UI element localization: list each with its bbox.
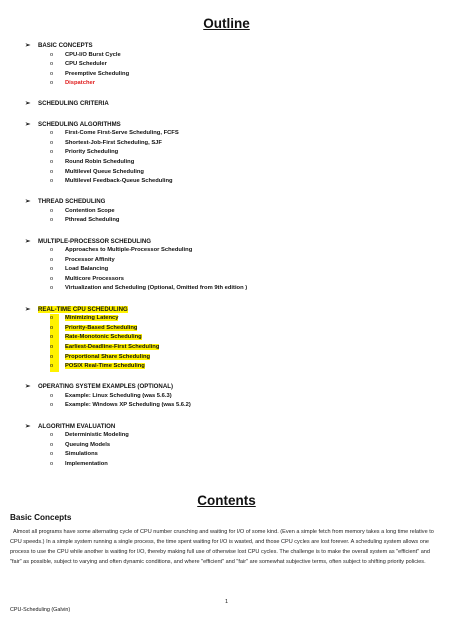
list-item <box>25 353 445 363</box>
arrow-bullet-icon: ➢ <box>25 100 31 108</box>
section-spacer <box>25 89 445 100</box>
circle-bullet-icon: o <box>50 51 54 58</box>
basic-concepts-paragraph: Almost all programs have some alternating cycle of CPU number crunching and waiting for I/O of some kind. (Even a simple fetch from memory takes a long time relative to CPU speeds.) In a simple system running a single process, the time spent waiting for I/O is wasted, and those CPU cycles are lost forever. A scheduling system allows one process to use the CPU while another is waiting for I/O, thereby making full use of otherwise lost CPU cycles. The challenge is to make the overall system as "efficient" and "fair" as possible, subject to varying and often dynamic conditions, and where "efficient" and "fair" are somewhat subjective terms, often subject to shifting priority policies. <box>10 529 434 565</box>
list-item <box>25 207 445 217</box>
section-items <box>25 51 445 89</box>
outline-title: Outline <box>203 16 250 31</box>
section-items <box>25 129 445 187</box>
list-item-text: Shortest-Job-First Scheduling, SJF <box>65 139 162 146</box>
list-item <box>25 401 445 411</box>
section-spacer <box>25 226 445 237</box>
list-item <box>25 392 445 402</box>
circle-bullet-icon: o <box>50 441 54 448</box>
list-item <box>25 148 445 158</box>
section-spacer <box>25 372 445 383</box>
list-item-text: Example: Windows XP Scheduling (was 5.6.2) <box>65 402 191 409</box>
section-items <box>25 246 445 294</box>
list-item-text: First-Come First-Serve Scheduling, FCFS <box>65 130 179 137</box>
list-item <box>25 60 445 70</box>
list-item-text: Priority-Based Scheduling <box>65 324 138 331</box>
section-items <box>25 431 445 469</box>
section-items <box>25 392 445 411</box>
page-number: 1 <box>224 599 229 605</box>
circle-bullet-icon: o <box>50 392 54 399</box>
circle-bullet-icon: o <box>50 460 54 467</box>
list-item-text: Contention Scope <box>65 207 115 214</box>
list-item-text: Preemptive Scheduling <box>65 70 130 77</box>
list-item <box>25 79 445 89</box>
section-heading <box>25 237 445 247</box>
list-item-text: Processor Affinity <box>65 256 115 263</box>
list-item <box>25 158 445 168</box>
list-item-text: Approaches to Multiple-Processor Scheduling <box>65 247 193 254</box>
outline-section <box>25 382 445 421</box>
list-item <box>25 441 445 451</box>
circle-bullet-icon: o <box>50 333 59 343</box>
list-item-text: Deterministic Modeling <box>65 432 129 439</box>
section-heading-text: SCHEDULING ALGORITHMS <box>38 120 121 128</box>
section-heading-text: MULTIPLE-PROCESSOR SCHEDULING <box>38 237 151 245</box>
list-item <box>25 168 445 178</box>
list-item <box>25 246 445 256</box>
circle-bullet-icon: o <box>50 139 54 146</box>
circle-bullet-icon: o <box>50 353 59 363</box>
list-item-text: Priority Scheduling <box>65 149 119 156</box>
list-item-text: Earliest-Deadline-First Scheduling <box>65 343 160 350</box>
list-item <box>25 139 445 149</box>
list-item <box>25 314 445 324</box>
section-heading-text: THREAD SCHEDULING <box>38 198 106 206</box>
contents-title: Contents <box>197 493 256 508</box>
outline-section <box>25 305 445 383</box>
list-item <box>25 460 445 470</box>
section-heading <box>25 41 445 51</box>
arrow-bullet-icon: ➢ <box>25 305 31 313</box>
list-item-text: Rate-Monotonic Scheduling <box>65 334 142 341</box>
list-item <box>25 275 445 285</box>
list-item <box>25 216 445 226</box>
list-item <box>25 265 445 275</box>
list-item-text: Minimizing Latency <box>65 315 119 322</box>
section-heading-text: SCHEDULING CRITERIA <box>38 100 109 108</box>
list-item <box>25 362 445 372</box>
circle-bullet-icon: o <box>50 314 59 324</box>
outline-list <box>25 41 445 469</box>
list-item-text: CPU Scheduler <box>65 61 107 68</box>
list-item-text: Multilevel Feedback-Queue Scheduling <box>65 178 173 185</box>
section-heading <box>25 382 445 392</box>
list-item-text: Simulations <box>65 451 98 458</box>
list-item <box>25 431 445 441</box>
section-heading-text: ALGORITHM EVALUATION <box>38 422 116 430</box>
circle-bullet-icon: o <box>50 432 54 439</box>
outline-section <box>25 237 445 305</box>
list-item-text: Round Robin Scheduling <box>65 158 135 165</box>
circle-bullet-icon: o <box>50 168 54 175</box>
circle-bullet-icon: o <box>50 285 54 292</box>
section-heading <box>25 197 445 207</box>
list-item <box>25 324 445 334</box>
circle-bullet-icon: o <box>50 343 59 353</box>
arrow-bullet-icon: ➢ <box>25 422 31 430</box>
circle-bullet-icon: o <box>50 149 54 156</box>
list-item <box>25 343 445 353</box>
section-spacer <box>25 411 445 422</box>
circle-bullet-icon: o <box>50 256 54 263</box>
list-item-text: Pthread Scheduling <box>65 217 120 224</box>
section-items <box>25 314 445 372</box>
circle-bullet-icon: o <box>50 178 54 185</box>
circle-bullet-icon: o <box>50 207 54 214</box>
section-heading-text: BASIC CONCEPTS <box>38 42 93 49</box>
basic-concepts-heading: Basic Concepts <box>10 513 72 522</box>
circle-bullet-icon: o <box>50 275 54 282</box>
list-item <box>25 256 445 266</box>
circle-bullet-icon: o <box>50 61 54 68</box>
list-item <box>25 333 445 343</box>
section-heading <box>25 305 445 315</box>
list-item-text: CPU-I/O Burst Cycle <box>65 51 121 58</box>
list-item-text: Virtualization and Scheduling (Optional, Omitted from 9th edition ) <box>65 285 248 292</box>
circle-bullet-icon: o <box>50 402 54 409</box>
circle-bullet-icon: o <box>50 130 54 137</box>
outline-section <box>25 197 445 236</box>
list-item-text: Proportional Share Scheduling <box>65 353 151 360</box>
list-item <box>25 284 445 294</box>
section-spacer <box>25 294 445 305</box>
section-heading-text: OPERATING SYSTEM EXAMPLES (OPTIONAL) <box>38 383 173 391</box>
list-item <box>25 450 445 460</box>
outline-section <box>25 41 445 99</box>
list-item-text: Implementation <box>65 460 108 467</box>
arrow-bullet-icon: ➢ <box>25 198 31 206</box>
arrow-bullet-icon: ➢ <box>25 42 31 49</box>
outline-section <box>25 99 445 119</box>
list-item-text: POSIX Real-Time Scheduling <box>65 363 145 370</box>
arrow-bullet-icon: ➢ <box>25 120 31 128</box>
list-item <box>25 129 445 139</box>
circle-bullet-icon: o <box>50 451 54 458</box>
list-item-text: Load Balancing <box>65 266 109 273</box>
circle-bullet-icon: o <box>50 217 54 224</box>
arrow-bullet-icon: ➢ <box>25 237 31 245</box>
list-item-text: Queuing Models <box>65 441 111 448</box>
list-item-text: Dispatcher <box>65 80 95 87</box>
list-item <box>25 51 445 61</box>
section-heading <box>25 99 445 109</box>
section-spacer <box>25 109 445 120</box>
section-heading-text: REAL-TIME CPU SCHEDULING <box>38 305 128 313</box>
footer-text: CPU-Scheduling (Galvin) <box>10 607 71 613</box>
circle-bullet-icon: o <box>50 80 54 87</box>
circle-bullet-icon: o <box>50 158 54 165</box>
section-heading <box>25 120 445 130</box>
circle-bullet-icon: o <box>50 70 54 77</box>
circle-bullet-icon: o <box>50 362 59 372</box>
section-spacer <box>25 187 445 198</box>
outline-section <box>25 120 445 198</box>
list-item <box>25 177 445 187</box>
circle-bullet-icon: o <box>50 247 54 254</box>
circle-bullet-icon: o <box>50 266 54 273</box>
outline-section <box>25 422 445 470</box>
list-item-text: Multicore Processors <box>65 275 124 282</box>
arrow-bullet-icon: ➢ <box>25 383 31 391</box>
list-item <box>25 70 445 80</box>
section-heading <box>25 422 445 432</box>
list-item-text: Multilevel Queue Scheduling <box>65 168 144 175</box>
circle-bullet-icon: o <box>50 324 59 334</box>
list-item-text: Example: Linux Scheduling (was 5.6.3) <box>65 392 172 399</box>
section-items <box>25 207 445 226</box>
